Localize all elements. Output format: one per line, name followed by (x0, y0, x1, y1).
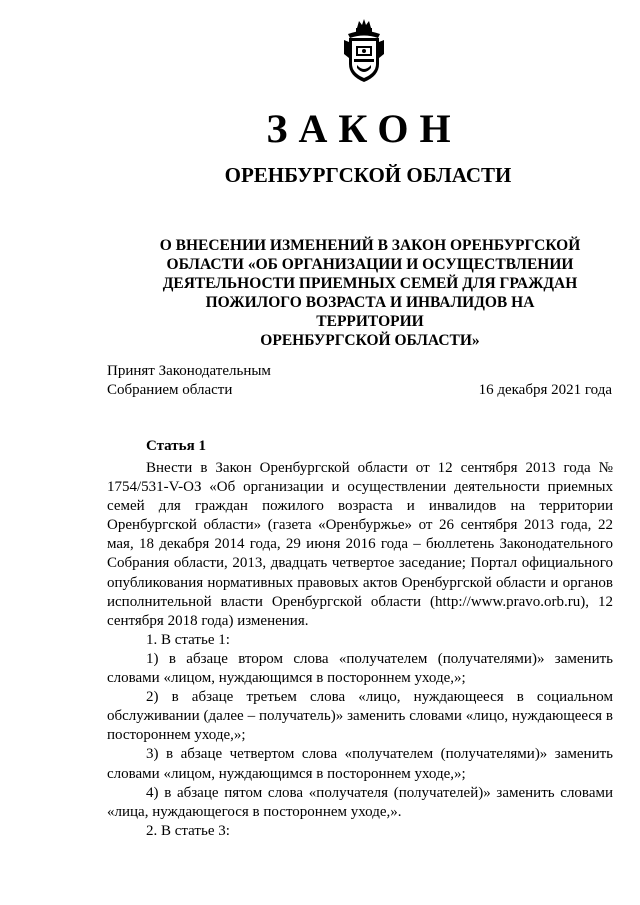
subject-line: ОРЕНБУРГСКОЙ ОБЛАСТИ» (260, 332, 480, 349)
adoption-line: Принят Законодательным (107, 363, 271, 379)
article-paragraph: 2. В статье 3: (146, 822, 230, 839)
article-paragraph: 4) в абзаце пятом слова «получателя (получателей)» заменить словами «лица, нуждающегося в постороннем уходе,». (107, 784, 613, 820)
subject-line: ОБЛАСТИ «ОБ ОРГАНИЗАЦИИ И ОСУЩЕСТВЛЕНИИ (166, 256, 574, 273)
subject-line: ПОЖИЛОГО ВОЗРАСТА И ИНВАЛИДОВ НА ТЕРРИТОРИИ (205, 294, 535, 330)
article-paragraph: 3) в абзаце четвертом слова «получателем (получателями)» заменить словами «лицом, нуждающимся в постороннем уходе,»; (107, 746, 613, 782)
article-paragraph: 1) в абзаце втором слова «получателем (получателями)» заменить словами «лицом, нуждающимся в постороннем уходе,»; (107, 650, 613, 687)
article-paragraph: Внести в Закон Оренбургской области от 12 сентября 2013 года № 1754/531-V-ОЗ «Об организации и осуществлении деятельности приемных семей для граждан пожилого возраста и инвалидов на территории Оренбургской области» (газета «Оренбуржье» от 26 сентября 2013 года, 22 мая, 18 декабря 2014 года, 29 июня 2016 года – бюллетень Законодательного Собрания области, 2013, двадцать четвертое заседание; Портал официального опубликования нормативных правовых актов Оренбургской области и органов исполнительной власти Оренбургской области (http://www.pravo.orb.ru), 12 сентября 2018 года) изменения. (107, 460, 613, 629)
article-heading: Статья 1 (146, 438, 206, 454)
article-body (107, 459, 613, 841)
article-paragraph: 2) в абзаце третьем слова «лицо, нуждающееся в социальном обслуживании (далее – получатель)» заменить словами «лицо, нуждающееся в постороннем уходе,»; (107, 689, 613, 744)
coat-of-arms-icon (340, 18, 388, 86)
article-paragraph: 1. В статье 1: (146, 631, 230, 648)
adoption-line: Собранием области (107, 382, 233, 398)
document-subject (150, 236, 590, 350)
subject-line: О ВНЕСЕНИИ ИЗМЕНЕНИЙ В ЗАКОН ОРЕНБУРГСКОЙ (159, 237, 581, 254)
adoption-date: 16 декабря 2021 года (478, 382, 612, 398)
subject-line: ДЕЯТЕЛЬНОСТИ ПРИЕМНЫХ СЕМЕЙ ДЛЯ ГРАЖДАН (162, 275, 578, 292)
adoption-info (107, 362, 271, 400)
law-title: ЗАКОН (266, 106, 462, 151)
region-title: ОРЕНБУРГСКОЙ ОБЛАСТИ (224, 163, 512, 187)
